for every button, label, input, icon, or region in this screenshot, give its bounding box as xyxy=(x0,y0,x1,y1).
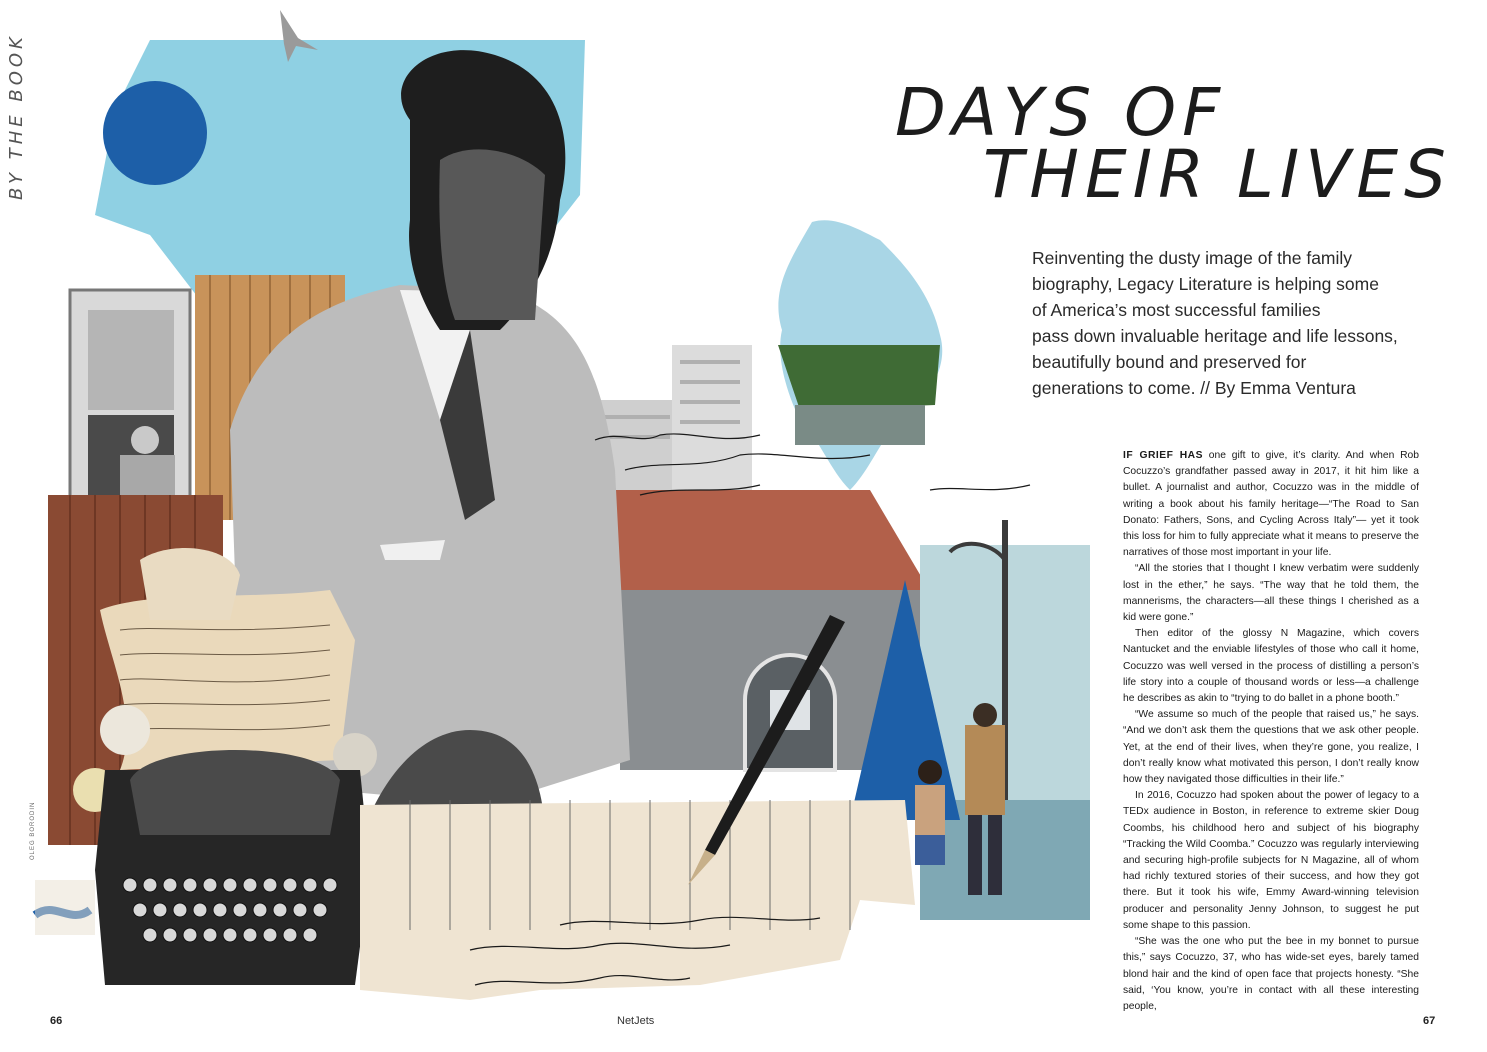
deck xyxy=(1032,245,1432,401)
headline xyxy=(895,74,1455,213)
picket-fence xyxy=(360,800,915,1000)
deck-line: Reinventing the dusty image of the family xyxy=(1032,248,1353,268)
blue-sun xyxy=(103,81,207,185)
woman-head xyxy=(131,426,159,454)
headline-line2: THEIR LIVES xyxy=(983,136,1452,213)
man-figure xyxy=(965,725,1005,815)
chrysanthemum-1 xyxy=(100,705,150,755)
beige-block xyxy=(35,880,95,935)
brand-footer: NetJets xyxy=(617,1015,655,1027)
paragraph-2: “All the stories that I thought I knew verbatim were suddenly lost in the ether,” he says. “The way that he told them, the mannerisms, the characters—all these things I cherished as a kid were gone.” xyxy=(1123,563,1419,624)
page-number-right: 67 xyxy=(1423,1015,1436,1027)
headline-line1: DAYS OF xyxy=(895,74,1227,151)
paragraph-6: “She was the one who put the bee in my bonnet to pursue this,” says Cocuzzo, 37, who has wide-set eyes, barely tamed blond hair and the kind of open face that projects honesty. “She said, ‘You know, you’re in contact with all these interesting people, xyxy=(1123,936,1419,1012)
girl-figure xyxy=(915,785,945,835)
paragraph-5: In 2016, Cocuzzo had spoken about the power of legacy to a TEDx audience in Boston, in reference to extreme skier Doug Coombs, his childhood hero and subject of his biography “Tracking the Wild Coomba.” Cocuzzo was regularly interviewing and securing high-profile subjects for N Magazine, all of whom had richly textured stories of their success, and how they got there. But it took his wife, Emmy Award-winning television producer and personality Jenny Johnson, to suggest he put some shape to this passion. xyxy=(1123,790,1419,931)
page-number-left: 66 xyxy=(50,1015,63,1027)
section-label: BY THE BOOK xyxy=(6,33,27,200)
paragraph-4: “We assume so much of the people that raised us,” he says. “And we don’t ask them the questions that we ask other people. Yet, at the end of their lives, when they’re gone, you realize, I don’t really know what motivated this person, I don’t really know how they navigated those difficulties in their life.” xyxy=(1123,709,1419,786)
photo-credit: OLEG BORODIN xyxy=(30,801,36,860)
deck-line: of America’s most successful families xyxy=(1032,300,1321,320)
lead-in: IF GRIEF HAS xyxy=(1123,450,1203,461)
deck-line: beautifully bound and preserved for xyxy=(1032,352,1307,372)
deck-line: generations to come. // By Emma Ventura xyxy=(1032,378,1356,398)
deck-line: pass down invaluable heritage and life lessons, xyxy=(1032,326,1398,346)
paragraph-1-text: one gift to give, it’s clarity. And when Rob Cocuzzo’s grandfather passed away in 2017, it hit him like a bullet. A journalist and author, Cocuzzo was in the middle of writing a book about his family heritage—“The Road to San Donato: Fathers, Sons, and Cycling Across Italy”— yet it took this loss for him to fully appreciate what it means to preserve the narratives of those most important in your life. xyxy=(1123,450,1419,559)
paragraph-3: Then editor of the glossy N Magazine, which covers Nantucket and the enviable lifestyles of those who call it home, Cocuzzo was well versed in the process of distilling a person’s life story into a couple of thousand words or less—a challenge he describes as akin to “trying to do ballet in a phone booth.” xyxy=(1123,628,1419,705)
house-roof xyxy=(600,490,935,600)
deck-line: biography, Legacy Literature is helping some xyxy=(1032,274,1379,294)
paragraph-1 xyxy=(1123,448,1419,561)
article-body xyxy=(1123,448,1419,1015)
